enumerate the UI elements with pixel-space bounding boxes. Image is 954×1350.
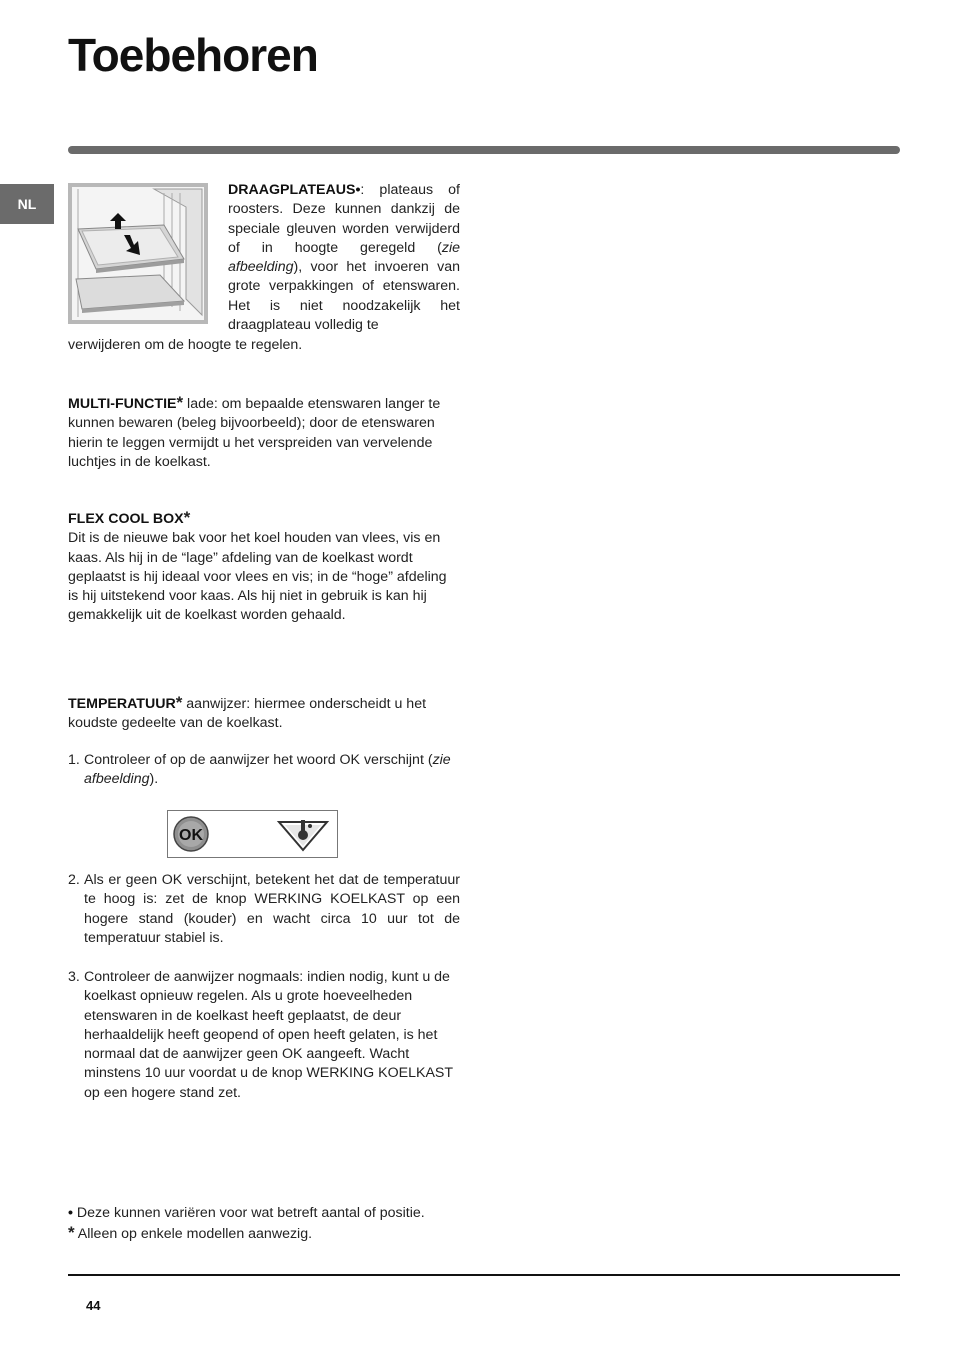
list-text-a: Controleer of op de aanwijzer het woord OK verschijnt ( [84,752,433,768]
list-number: 2. [68,872,80,888]
multifunctie-heading: MULTI-FUNCTIE [68,396,177,412]
draagplateaus-section [228,181,460,335]
flexcool-text: Dit is de nieuwe bak voor het koel houden van vlees, vis en kaas. Als hij in de “lage” afdeling van de koelkast wordt geplaatst is hij ideaal voor vlees en vis; in de “hoge” afdeling is hij uitstekend voor kaas. Als hij niet in gebruik is kan hij gemakkelijk uit de koelkast worden gehaald. [68,530,447,624]
page-title: Toebehoren [68,29,318,81]
bullet-marker: • [355,182,361,198]
asterisk-marker: * [176,393,184,412]
list-number: 3. [68,969,80,985]
language-tab: NL [0,184,54,224]
flexcool-heading: FLEX COOL BOX [68,511,184,527]
list-text-b: ). [149,771,159,788]
header-rule [68,146,900,154]
draagplateaus-text-b: ), voor het invoeren van grote verpakkingen of etenswaren. Het is niet noodzakelijk het draagplateau volledig te [228,259,460,334]
page-number: 44 [86,1298,101,1313]
draagplateaus-heading: DRAAGPLATEAUS [228,182,356,198]
multifunctie-text: lade: om bepaalde etenswaren langer te kunnen bewaren (beleg bijvoorbeeld); door de etenswaren hierin te leggen vermijdt u het verspreiden van vervelende luchtjes in de koelkast. [68,396,441,470]
temperatuur-text: aanwijzer: hiermee onderscheidt u het koudste gedeelte van de koelkast. [68,696,427,732]
list-text: Als er geen OK verschijnt, betekent het dat de temperatuur te hoog is: zet de knop WERKING KOELKAST op een hogere stand (kouder) en wacht circa 10 uur tot de temperatuur stabiel is. [84,872,460,946]
draagplateaus-continuation: verwijderen om de hoogte te regelen. [68,337,303,353]
multifunctie-section [68,393,460,472]
footnotes [68,1204,425,1245]
list-item [68,871,460,948]
footer-rule [68,1274,900,1276]
footnote-text: Deze kunnen variëren voor wat betreft aantal of positie. [72,1205,425,1221]
flexcool-section [68,508,460,626]
ok-indicator-figure [167,810,338,858]
temperatuur-heading: TEMPERATUUR [68,696,176,712]
ok-label: OK [179,827,203,844]
list-italic: zie afbeelding [84,752,451,788]
shelf-illustration-icon [68,183,208,324]
asterisk-marker: * [68,1223,75,1243]
asterisk-marker: * [175,693,183,712]
list-text: Controleer de aanwijzer nogmaals: indien nodig, kunt u de koelkast opnieuw regelen. Als u grote hoeveelheden etenswaren in de koelkast heeft geplaatst, de deur herhaaldelijk heeft geopend of open heeft gelaten, is het normaal dat de aanwijzer geen OK aangeeft. Wacht minstens 10 uur voordat u de knop WERKING KOELKAST op een hogere stand zet. [84,969,453,1101]
temperatuur-section [68,693,460,734]
list-item [68,751,460,790]
draagplateaus-italic: zie afbeelding [228,239,460,276]
list-item [68,968,460,1103]
bullet-marker: • [68,1205,73,1221]
ok-indicator-icon [174,817,208,851]
list-number: 1. [68,752,80,768]
draagplateaus-text-a: : plateaus of roosters. Deze kunnen dankzij de speciale gleuven worden verwijderd of in hoogte geregeld ( [228,182,460,256]
footnote-text: Alleen op enkele modellen aanwezig. [74,1226,313,1243]
asterisk-marker: * [183,508,191,527]
